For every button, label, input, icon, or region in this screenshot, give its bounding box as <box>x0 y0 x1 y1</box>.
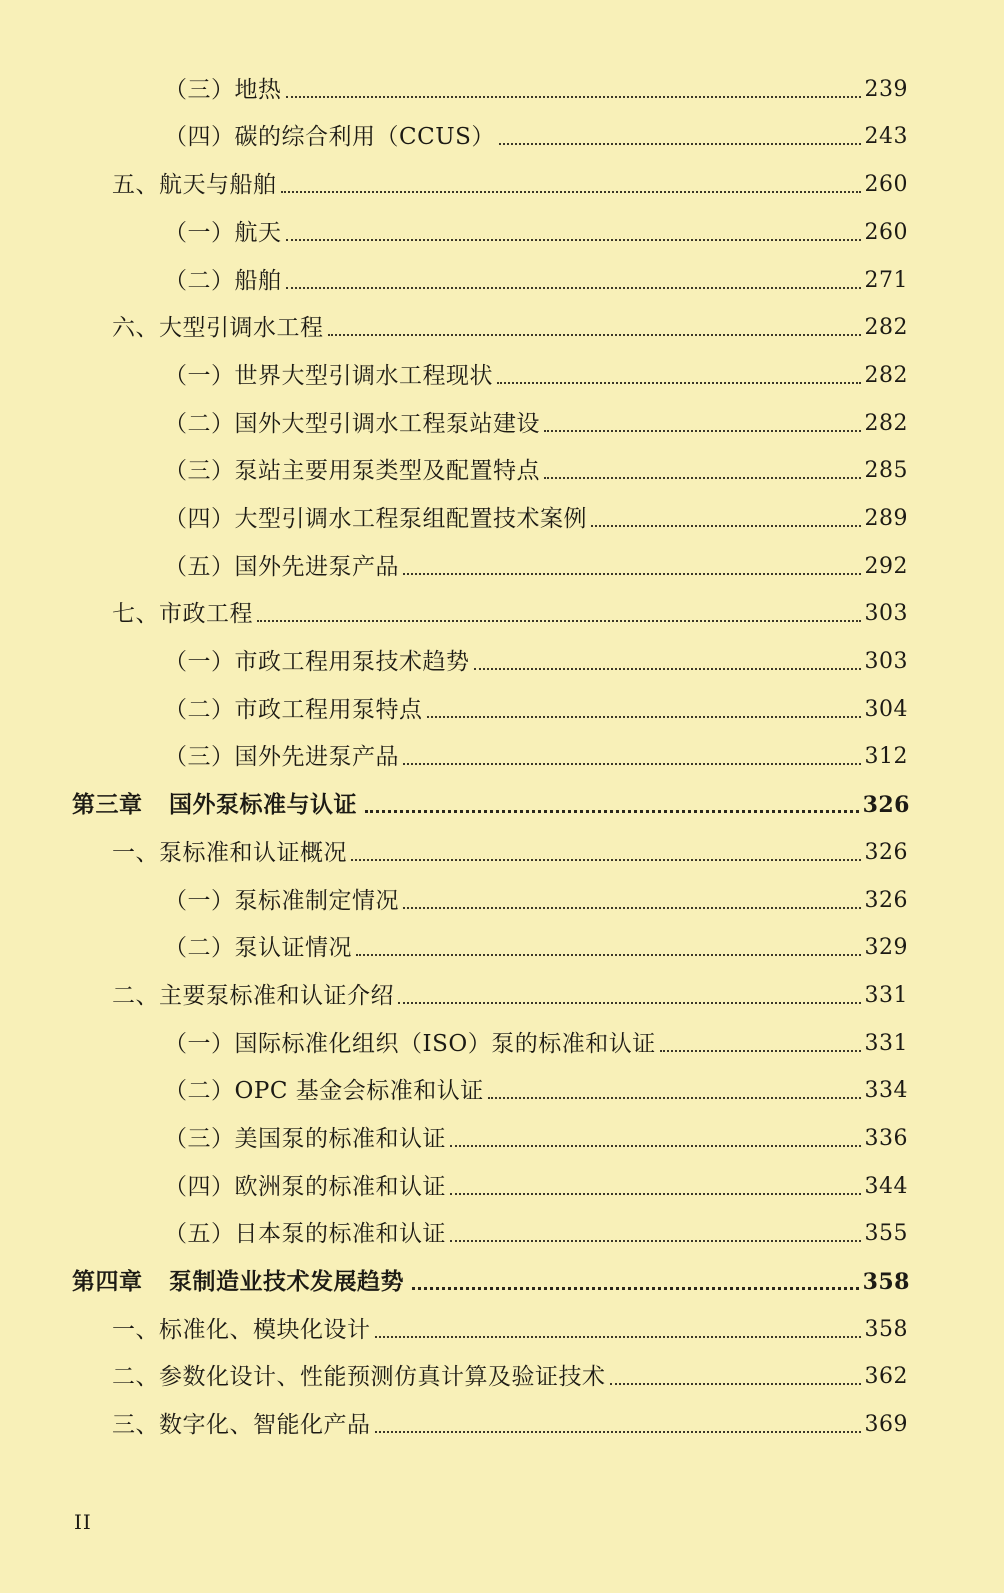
toc-entry-label: （三）国外先进泵产品 <box>164 744 399 770</box>
toc-entry-label: （三）泵站主要用泵类型及配置特点 <box>164 458 540 484</box>
toc-entry-label: 二、参数化设计、性能预测仿真计算及验证技术 <box>112 1364 606 1390</box>
toc-entry-label: （二）市政工程用泵特点 <box>164 697 423 723</box>
toc-entry[interactable] <box>164 690 908 730</box>
toc-page-number: 355 <box>864 1221 908 1246</box>
toc-entry[interactable] <box>164 356 908 396</box>
toc-leader <box>450 1240 861 1242</box>
toc-page-number: 282 <box>864 315 908 340</box>
toc-entry[interactable] <box>164 1119 908 1159</box>
toc-page-number: 326 <box>864 888 908 913</box>
toc-entry[interactable] <box>164 1167 908 1207</box>
toc-page-number: 292 <box>864 554 908 579</box>
toc-leader <box>450 1193 861 1195</box>
toc-entry[interactable] <box>164 1214 908 1254</box>
toc-entry-label: （一）世界大型引调水工程现状 <box>164 363 493 389</box>
toc-entry[interactable] <box>164 1024 908 1064</box>
toc-entry-label: （四）欧洲泵的标准和认证 <box>164 1174 446 1200</box>
toc-page-number: 358 <box>862 1269 910 1295</box>
toc-entry[interactable] <box>112 594 908 634</box>
toc-leader <box>257 620 861 622</box>
toc-leader <box>328 334 861 336</box>
toc-page-number: 243 <box>864 124 908 149</box>
toc-entry-label: （二）国外大型引调水工程泵站建设 <box>164 411 540 437</box>
toc-page-number: 303 <box>864 601 908 626</box>
toc-leader <box>610 1383 861 1385</box>
toc-page-number: 303 <box>864 649 908 674</box>
toc-page-number: 304 <box>864 697 908 722</box>
toc-leader <box>412 1287 859 1290</box>
toc-leader <box>365 810 859 813</box>
toc-entry[interactable] <box>112 308 908 348</box>
toc-page-number: 271 <box>864 268 908 293</box>
toc-entry-label: 一、泵标准和认证概况 <box>112 840 347 866</box>
toc-entry-label: （五）日本泵的标准和认证 <box>164 1221 446 1247</box>
toc-page-number: 260 <box>864 172 908 197</box>
toc-entry-label: 七、市政工程 <box>112 601 253 627</box>
toc-entry[interactable] <box>164 404 908 444</box>
toc-entry[interactable] <box>164 213 908 253</box>
toc-page-number: 358 <box>864 1317 908 1342</box>
toc-entry[interactable] <box>164 547 908 587</box>
toc-leader <box>403 907 861 909</box>
toc-leader <box>497 382 861 384</box>
toc-entry[interactable] <box>112 165 908 205</box>
toc-entry[interactable] <box>164 737 908 777</box>
toc-page-number: 239 <box>864 77 908 102</box>
toc-entry-label: （二）泵认证情况 <box>164 935 352 961</box>
toc-entry[interactable] <box>112 1310 908 1350</box>
toc-leader <box>488 1097 861 1099</box>
toc-leader <box>356 954 861 956</box>
toc-entry-label: （三）地热 <box>164 77 282 103</box>
toc-leader <box>660 1050 861 1052</box>
toc-chapter-entry[interactable] <box>72 1262 910 1302</box>
toc-entry-label: （一）国际标准化组织（ISO）泵的标准和认证 <box>164 1031 656 1057</box>
toc-leader <box>403 573 861 575</box>
toc-entry[interactable] <box>164 70 908 110</box>
toc-page-number: 260 <box>864 220 908 245</box>
toc-entry[interactable] <box>112 833 908 873</box>
toc-page-number: 326 <box>864 840 908 865</box>
toc-leader <box>591 525 861 527</box>
toc-leader <box>375 1431 861 1433</box>
toc-leader <box>375 1336 861 1338</box>
toc-page-number: 282 <box>864 411 908 436</box>
toc-leader <box>398 1002 861 1004</box>
toc-page-number: 334 <box>864 1078 908 1103</box>
toc-leader <box>427 716 861 718</box>
toc-leader <box>499 143 861 145</box>
toc-entry[interactable] <box>164 499 908 539</box>
toc-page-number: 369 <box>864 1412 908 1437</box>
toc-page-number: 282 <box>864 363 908 388</box>
toc-leader <box>286 96 861 98</box>
toc-entry[interactable] <box>164 261 908 301</box>
toc-entry[interactable] <box>112 1405 908 1445</box>
toc-leader <box>474 668 861 670</box>
toc-leader <box>286 287 861 289</box>
toc-entry[interactable] <box>164 117 908 157</box>
page-number-footer: II <box>74 1510 92 1534</box>
toc-entry-label: 五、航天与船舶 <box>112 172 277 198</box>
toc-page-number: 331 <box>864 983 908 1008</box>
toc-leader <box>351 859 861 861</box>
toc-page-number: 329 <box>864 935 908 960</box>
toc-leader <box>286 239 861 241</box>
toc-entry[interactable] <box>164 451 908 491</box>
toc-entry-label: （三）美国泵的标准和认证 <box>164 1126 446 1152</box>
toc-page-number: 362 <box>864 1364 908 1389</box>
toc-entry-label: 一、标准化、模块化设计 <box>112 1317 371 1343</box>
toc-page-number: 289 <box>864 506 908 531</box>
toc-entry[interactable] <box>164 642 908 682</box>
toc-entry-label: （一）航天 <box>164 220 282 246</box>
toc-entry[interactable] <box>112 976 908 1016</box>
toc-page-number: 344 <box>864 1174 908 1199</box>
toc-entry-label: （四）大型引调水工程泵组配置技术案例 <box>164 506 587 532</box>
toc-chapter-entry[interactable] <box>72 785 910 825</box>
toc-entry[interactable] <box>112 1357 908 1397</box>
toc-entry-label: （二）OPC 基金会标准和认证 <box>164 1078 484 1104</box>
toc-leader <box>544 430 861 432</box>
toc-chapter-label: 第四章 泵制造业技术发展趋势 <box>72 1268 405 1295</box>
toc-entry-label: （五）国外先进泵产品 <box>164 554 399 580</box>
toc-entry-label: （一）泵标准制定情况 <box>164 888 399 914</box>
toc-entry-label: （四）碳的综合利用（CCUS） <box>164 124 495 150</box>
toc-leader <box>544 477 861 479</box>
toc-entry-label: 二、主要泵标准和认证介绍 <box>112 983 394 1009</box>
toc-page-number: 336 <box>864 1126 908 1151</box>
toc-entry[interactable] <box>164 928 908 968</box>
toc-entry[interactable] <box>164 881 908 921</box>
toc-entry-label: （一）市政工程用泵技术趋势 <box>164 649 470 675</box>
toc-page-number: 312 <box>864 744 908 769</box>
toc-leader <box>403 763 861 765</box>
toc-chapter-label: 第三章 国外泵标准与认证 <box>72 791 358 818</box>
toc-page-number: 285 <box>864 458 908 483</box>
toc-entry-label: 六、大型引调水工程 <box>112 315 324 341</box>
toc-entry-label: （二）船舶 <box>164 268 282 294</box>
toc-leader <box>450 1145 861 1147</box>
toc-page-number: 326 <box>862 792 910 818</box>
toc-page-number: 331 <box>864 1031 908 1056</box>
toc-entry[interactable] <box>164 1071 908 1111</box>
toc-leader <box>281 191 861 193</box>
toc-entry-label: 三、数字化、智能化产品 <box>112 1412 371 1438</box>
